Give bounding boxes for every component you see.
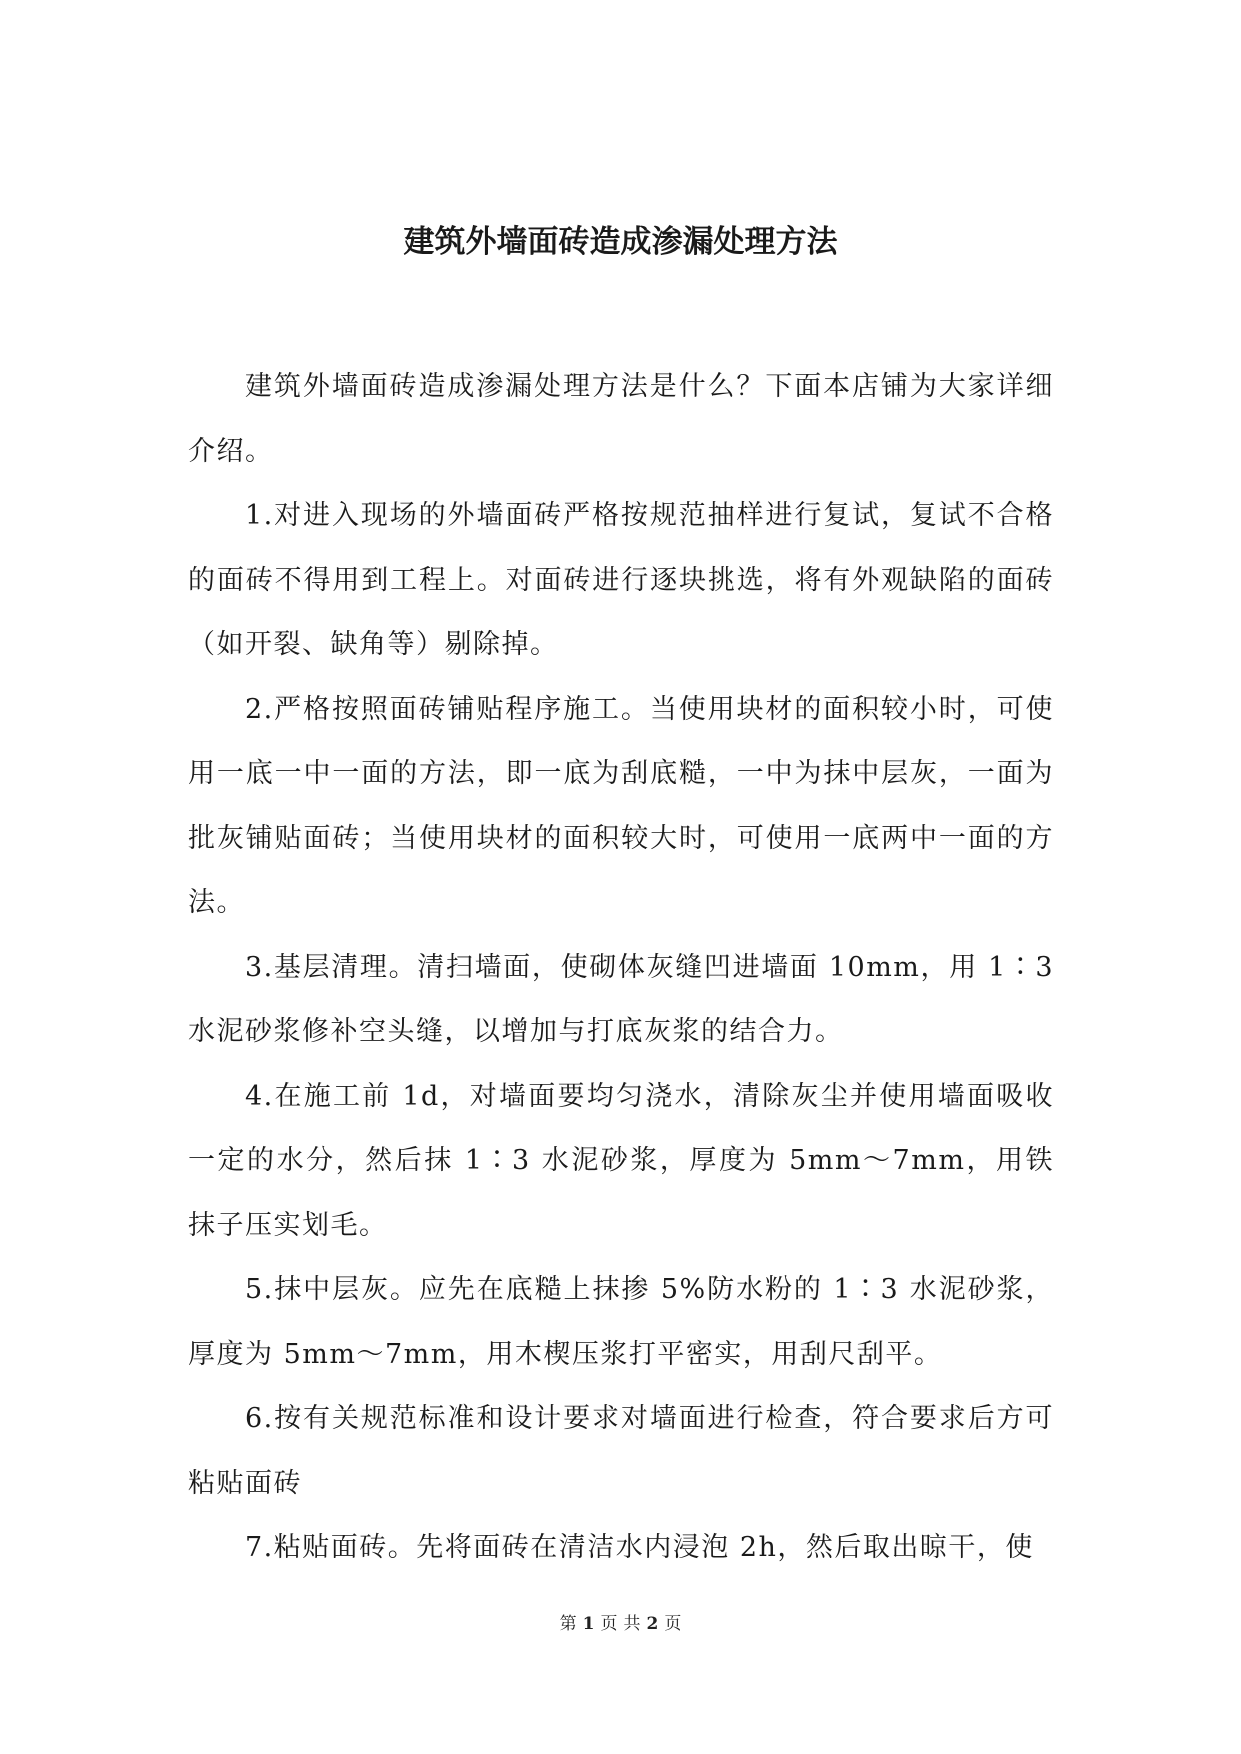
footer-suffix: 页 <box>664 1614 682 1634</box>
step-6-paragraph: 6.按有关规范标准和设计要求对墙面进行检查，符合要求后方可粘贴面砖 <box>188 1403 1054 1499</box>
step-3-paragraph: 3.基层清理。清扫墙面，使砌体灰缝凹进墙面 10mm，用 1∶3 水泥砂浆修补空头缝，以增加与打底灰浆的结合力。 <box>188 951 1054 1047</box>
intro-paragraph: 建筑外墙面砖造成渗漏处理方法是什么？下面本店铺为大家详细介绍。 <box>188 371 1054 467</box>
document-title: 建筑外墙面砖造成渗漏处理方法 <box>403 224 838 260</box>
footer-total-prefix: 共 <box>623 1614 641 1634</box>
step-1-paragraph: 1.对进入现场的外墙面砖严格按规范抽样进行复试，复试不合格的面砖不得用到工程上。对面砖进行逐块挑选，将有外观缺陷的面砖（如开裂、缺角等）剔除掉。 <box>188 500 1054 660</box>
total-pages-number: 2 <box>646 1614 659 1634</box>
footer-page-word: 页 <box>600 1614 618 1634</box>
current-page-number: 1 <box>582 1614 595 1634</box>
step-4-paragraph: 4.在施工前 1d，对墙面要均匀浇水，清除灰尘并使用墙面吸收一定的水分，然后抹 1∶3 水泥砂浆，厚度为 5mm～7mm，用铁抹子压实划毛。 <box>188 1080 1054 1241</box>
step-7-paragraph: 7.粘贴面砖。先将面砖在清洁水内浸泡 2h，然后取出晾干，使 <box>245 1532 1034 1563</box>
footer-prefix: 第 <box>559 1614 577 1634</box>
step-5-paragraph: 5.抹中层灰。应先在底糙上抹掺 5%防水粉的 1∶3 水泥砂浆，厚度为 5mm～7mm，用木楔压浆打平密实，用刮尺刮平。 <box>188 1274 1054 1370</box>
step-2-paragraph: 2.严格按照面砖铺贴程序施工。当使用块材的面积较小时，可使用一底一中一面的方法，即一底为刮底糙，一中为抹中层灰，一面为批灰铺贴面砖；当使用块材的面积较大时，可使用一底两中一面的方法。 <box>188 693 1054 918</box>
page-footer <box>0 1612 1241 1636</box>
document-body <box>188 355 1054 1581</box>
